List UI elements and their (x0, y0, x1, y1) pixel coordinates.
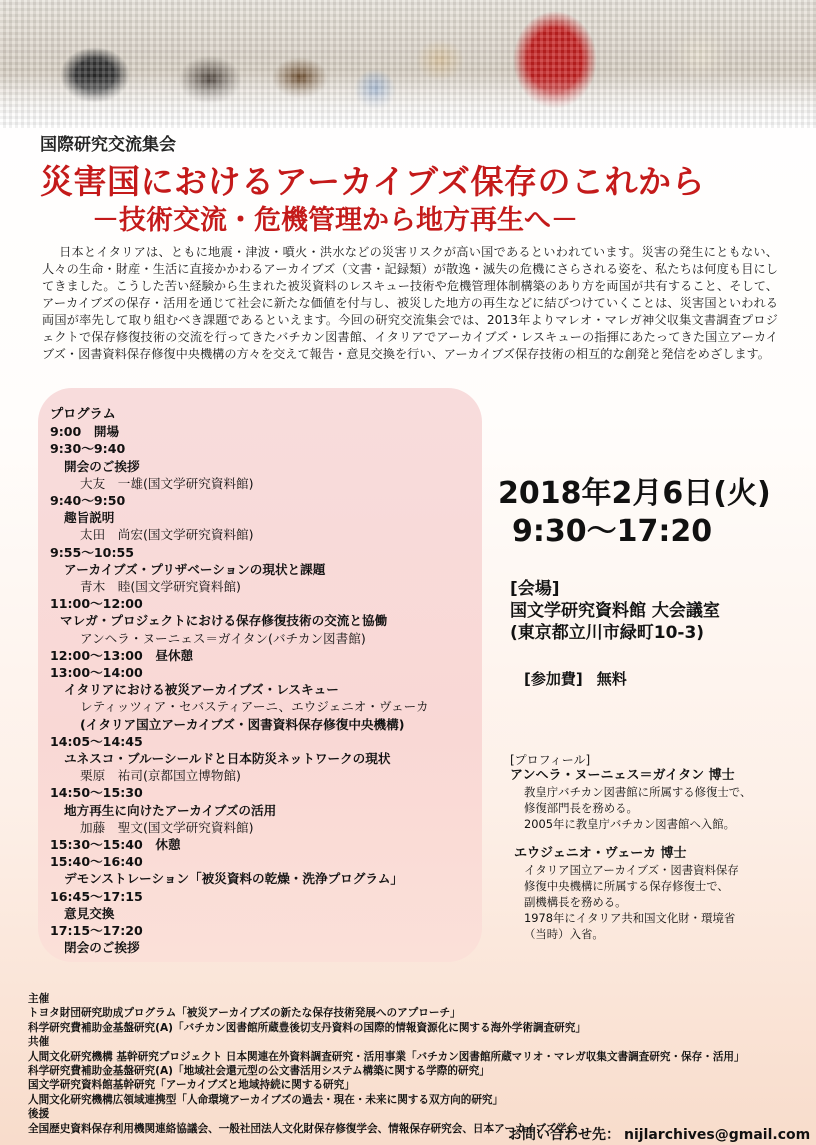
program-list (50, 406, 480, 957)
program-line: 閉会のご挨拶 (64, 940, 140, 956)
program-line: 地方再生に向けたアーカイブズの活用 (64, 802, 277, 818)
program-line: イタリアにおける被災アーカイブズ・レスキュー (64, 682, 339, 698)
program-line: 13:00～14:00 (50, 665, 143, 681)
program-line: 9:55～10:55 (50, 544, 135, 560)
program-line: 9:00 開場 (50, 424, 120, 440)
sponsor-line: 科学研究費補助金基盤研究(A)「地域社会還元型の公文書活用システム構築に関する学際的研究」 (28, 1065, 490, 1078)
program-line: 9:30～9:40 (50, 441, 126, 457)
sponsors-block (28, 992, 808, 1136)
program-line: 14:05～14:45 (50, 733, 143, 749)
sponsor-line: 人間文化研究機構 基幹研究プロジェクト 日本関連在外資料調査研究・活用事業「バチカン図書館所蔵マリオ・マレガ収集文書調査研究・保存・活用」 (28, 1050, 745, 1063)
program-line: 15:30～15:40 休憩 (50, 837, 181, 853)
event-time: 9:30～17:20 (512, 514, 713, 549)
profile-line: イタリア国立アーカイブズ・図書資料保存 (524, 863, 739, 877)
sponsor-line: 後援 (28, 1108, 50, 1121)
sponsor-line: 人間文化研究機構広領域連携型「人命環境アーカイブズの過去・現在・未来に関する双方向的研究」 (28, 1093, 504, 1106)
program-line: アンヘラ・ヌーニェス＝ガイタン(バチカン図書館) (80, 630, 366, 646)
program-line: レティッツィア・セバスティアーニ、エウジェニオ・ヴェーカ (80, 699, 429, 715)
event-date: 2018年2月6日(火) (498, 476, 771, 511)
fee-value: 無料 (596, 670, 627, 688)
venue-address: (東京都立川市緑町10-3) (510, 623, 705, 643)
page-subtitle: －技術交流・危機管理から地方再生へ－ (92, 205, 578, 236)
contact-line (508, 1124, 810, 1144)
program-line: 17:15～17:20 (50, 923, 143, 939)
program-line: 9:40～9:50 (50, 493, 126, 509)
program-heading: プログラム (50, 407, 116, 422)
program-line: 11:00～12:00 (50, 596, 143, 612)
program-line: 意見交換 (64, 905, 115, 921)
profile-line: 修復部門長を務める。 (524, 801, 638, 815)
profile-line: 2005年に教皇庁バチカン図書館へ入館。 (524, 817, 736, 831)
program-line: 青木 睦(国文学研究資料館) (80, 579, 241, 595)
program-line: 12:00～13:00 昼休憩 (50, 647, 194, 663)
sponsor-line: 共催 (28, 1036, 50, 1049)
sponsor-line: 国文学研究資料館基幹研究「アーカイブズと地域持続に関する研究」 (28, 1079, 355, 1092)
event-kicker: 国際研究交流集会 (40, 135, 176, 155)
profile-line: 教皇庁バチカン図書館に所属する修復士で、 (524, 785, 752, 799)
program-line: 栗原 祐司(京都国立博物館) (80, 768, 241, 784)
program-line: 太田 尚宏(国文学研究資料館) (80, 527, 254, 543)
fee-block (510, 668, 627, 689)
program-line: デモンストレーション「被災資料の乾燥・洗浄プログラム」 (64, 871, 404, 887)
program-line: 14:50～15:30 (50, 785, 143, 801)
program-line: 15:40～16:40 (50, 854, 143, 870)
profile-name: エウジェニオ・ヴェーカ 博士 (514, 846, 687, 861)
program-line: 大友 一雄(国文学研究資料館) (80, 475, 254, 491)
profile-name: アンヘラ・ヌーニェス＝ガイタン 博士 (510, 768, 735, 783)
fee-label: [参加費] (524, 670, 583, 688)
profile-line: （当時）入省。 (524, 927, 604, 941)
sponsor-line: トヨタ財団研究助成プログラム「被災アーカイブズの新たな保存技術発展へのアプローチ」 (28, 1007, 461, 1020)
sponsor-line: 全国歴史資料保存利用機関連絡協議会、一般社団法人文化財保存修復学会、情報保存研究会、日本アーカイブズ学会 (28, 1122, 578, 1135)
program-line: (イタリア国立アーカイブズ・図書資料保存修復中央機構) (80, 716, 405, 732)
venue-block (510, 578, 720, 644)
profile-heading: [プロフィール] (510, 753, 591, 767)
contact-email[interactable]: nijlarchives@gmail.com (624, 1127, 811, 1143)
program-line: 加藤 聖文(国文学研究資料館) (80, 819, 254, 835)
profile-block (510, 752, 810, 942)
profile-line: 修復中央機構に所属する保存修復士で、 (524, 879, 729, 893)
header-photo (0, 0, 816, 128)
program-line: マレガ・プロジェクトにおける保存修復技術の交流と協働 (60, 613, 388, 629)
program-line: 16:45～17:15 (50, 888, 143, 904)
venue-name: 国文学研究資料館 大会議室 (510, 601, 720, 621)
contact-label: お問い合わせ先： (508, 1127, 620, 1143)
intro-paragraph: 日本とイタリアは、ともに地震・津波・噴火・洪水などの災害リスクが高い国であるといわれています。災害の発生にともない、人々の生命・財産・生活に直接かかわるアーカイブズ（文書・記録類）が散逸・滅失の危機にさらされる姿を、私たちは何度も目にしてきました。こうした苦い経験から生まれた被災資料のレスキュー技術や危機管理体制構築のあり方を両国が共有すること、そして、アーカイブズの保存・活用を通じて社会に新たな価値を付与し、被災した地方の再生などに結びつけていくことは、災害国といわれる両国が率先して取り組むべき課題であるといえます。今回の研究交流集会では、2013年よりマレオ・マレガ神父収集文書調査プロジェクトで保存修復技術の交流を行ってきたバチカン図書館、イタリアでアーカイブズ・レスキューの指揮にあたってきた国立アーカイブズ・図書資料保存修復中央機構の方々を交えて報告・意見交換を行い、アーカイブズ保存技術の相互的な創発と発信をめざします。 (42, 245, 778, 361)
sponsor-line: 科学研究費補助金基盤研究(A)「バチカン図書館所蔵豊後切支丹資料の国際的情報資源化に関する海外学術調査研究」 (28, 1021, 586, 1034)
sponsor-line: 主催 (28, 993, 50, 1005)
program-line: 趣旨説明 (64, 510, 115, 526)
profile-line: 副機構長を務める。 (524, 895, 627, 909)
page-title: 災害国におけるアーカイブズ保存のこれから (40, 162, 706, 201)
profile-line: 1978年にイタリア共和国文化財・環境省 (524, 911, 736, 925)
program-line: 開会のご挨拶 (64, 458, 140, 474)
venue-label: [会場] (510, 579, 560, 599)
program-line: ユネスコ・ブルーシールドと日本防災ネットワークの現状 (64, 751, 391, 767)
program-line: アーカイブズ・プリザベーションの現状と課題 (64, 561, 326, 577)
